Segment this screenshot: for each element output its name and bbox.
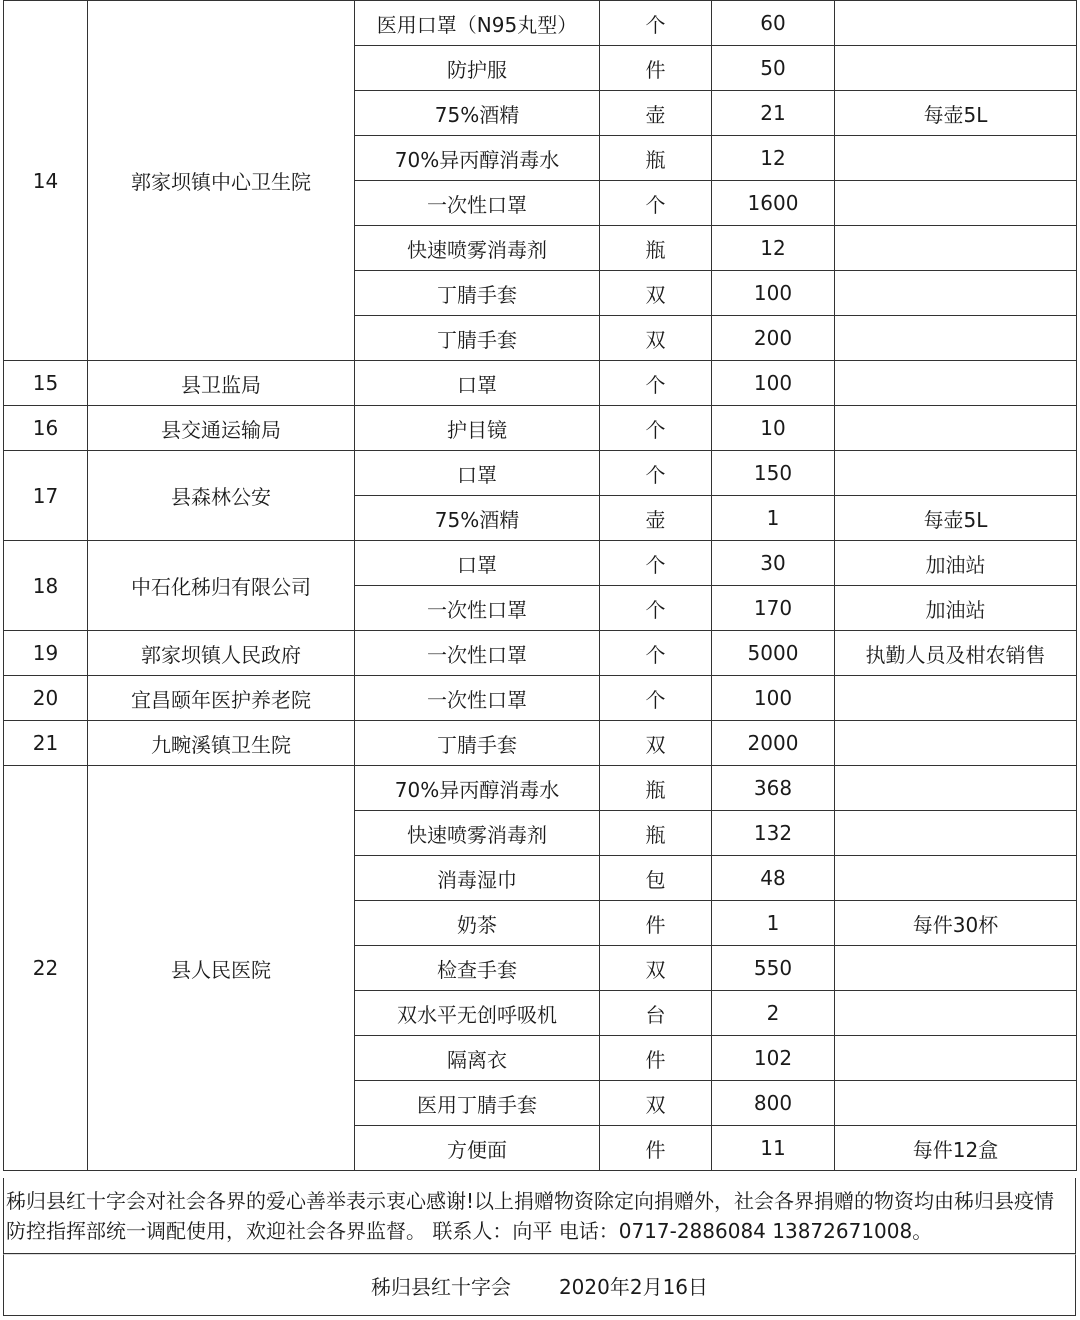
item-unit: 个 [600,451,712,496]
table-row [4,451,1077,496]
item-unit: 个 [600,361,712,406]
table-row [4,1,1077,46]
item-quantity: 12 [712,226,835,271]
item-quantity: 12 [712,136,835,181]
signature-org: 秭归县红十字会 [370,1274,511,1299]
item-name: 70%异丙醇消毒水 [355,136,600,181]
item-quantity: 50 [712,46,835,91]
table-row [4,766,1077,811]
recipient-org: 县卫监局 [88,361,355,406]
table-row [4,406,1077,451]
item-unit: 包 [600,856,712,901]
item-quantity: 30 [712,541,835,586]
donation-table [3,0,1077,1171]
recipient-org: 郭家坝镇人民政府 [88,631,355,676]
table-row [4,676,1077,721]
recipient-org: 宜昌颐年医护养老院 [88,676,355,721]
item-note [835,451,1077,496]
item-name: 快速喷雾消毒剂 [355,811,600,856]
item-name: 检查手套 [355,946,600,991]
item-name: 75%酒精 [355,496,600,541]
item-quantity: 170 [712,586,835,631]
recipient-org: 九畹溪镇卫生院 [88,721,355,766]
recipient-org: 县森林公安 [88,451,355,541]
item-name: 奶茶 [355,901,600,946]
item-unit: 个 [600,676,712,721]
row-number: 15 [4,361,88,406]
item-note [835,856,1077,901]
item-quantity: 102 [712,1036,835,1081]
item-quantity: 132 [712,811,835,856]
item-unit: 个 [600,631,712,676]
item-note [835,136,1077,181]
item-name: 口罩 [355,541,600,586]
item-note: 每件12盒 [835,1126,1077,1171]
row-number: 18 [4,541,88,631]
item-unit: 件 [600,1126,712,1171]
item-unit: 件 [600,1036,712,1081]
item-name: 丁腈手套 [355,721,600,766]
item-unit: 瓶 [600,811,712,856]
item-name: 口罩 [355,361,600,406]
item-quantity: 100 [712,271,835,316]
row-number: 14 [4,1,88,361]
item-name: 口罩 [355,451,600,496]
item-note [835,811,1077,856]
item-unit: 瓶 [600,136,712,181]
item-note [835,946,1077,991]
row-number: 16 [4,406,88,451]
item-name: 丁腈手套 [355,271,600,316]
signature-footer [3,1254,1076,1316]
item-note [835,361,1077,406]
item-name: 一次性口罩 [355,586,600,631]
item-unit: 壶 [600,91,712,136]
table-row [4,541,1077,586]
item-note [835,271,1077,316]
item-note: 每件30杯 [835,901,1077,946]
item-note [835,46,1077,91]
item-unit: 瓶 [600,766,712,811]
table-row [4,721,1077,766]
item-quantity: 200 [712,316,835,361]
item-quantity: 2 [712,991,835,1036]
item-quantity: 100 [712,676,835,721]
row-number: 20 [4,676,88,721]
item-note [835,991,1077,1036]
item-name: 防护服 [355,46,600,91]
item-name: 一次性口罩 [355,631,600,676]
row-number: 17 [4,451,88,541]
item-note [835,1036,1077,1081]
item-note: 执勤人员及柑农销售 [835,631,1077,676]
item-note [835,316,1077,361]
item-quantity: 48 [712,856,835,901]
item-note [835,226,1077,271]
item-unit: 个 [600,586,712,631]
item-quantity: 5000 [712,631,835,676]
item-note: 每壶5L [835,91,1077,136]
item-name: 70%异丙醇消毒水 [355,766,600,811]
table-row [4,631,1077,676]
item-unit: 个 [600,406,712,451]
item-unit: 个 [600,1,712,46]
item-note [835,406,1077,451]
item-quantity: 1 [712,901,835,946]
item-quantity: 100 [712,361,835,406]
item-quantity: 60 [712,1,835,46]
item-note: 加油站 [835,541,1077,586]
item-name: 一次性口罩 [355,181,600,226]
item-unit: 双 [600,1081,712,1126]
signature-date: 2020年2月16日 [558,1274,709,1299]
item-name: 消毒湿巾 [355,856,600,901]
donation-table-body [4,1,1077,1171]
recipient-org: 中石化秭归有限公司 [88,541,355,631]
recipient-org: 县交通运输局 [88,406,355,451]
item-quantity: 10 [712,406,835,451]
item-name: 隔离衣 [355,1036,600,1081]
item-note [835,676,1077,721]
item-quantity: 550 [712,946,835,991]
item-name: 一次性口罩 [355,676,600,721]
item-note [835,181,1077,226]
item-name: 快速喷雾消毒剂 [355,226,600,271]
item-quantity: 2000 [712,721,835,766]
item-quantity: 800 [712,1081,835,1126]
item-unit: 双 [600,316,712,361]
item-name: 医用口罩（N95丸型） [355,1,600,46]
item-quantity: 368 [712,766,835,811]
item-note: 每壶5L [835,496,1077,541]
item-note [835,1,1077,46]
item-unit: 双 [600,271,712,316]
item-name: 方便面 [355,1126,600,1171]
item-note [835,721,1077,766]
item-name: 双水平无创呼吸机 [355,991,600,1036]
item-unit: 瓶 [600,226,712,271]
item-note: 加油站 [835,586,1077,631]
item-note [835,1081,1077,1126]
table-row [4,361,1077,406]
row-number: 19 [4,631,88,676]
item-name: 护目镜 [355,406,600,451]
item-quantity: 11 [712,1126,835,1171]
item-note [835,766,1077,811]
item-unit: 个 [600,181,712,226]
item-unit: 壶 [600,496,712,541]
item-unit: 双 [600,946,712,991]
row-number: 21 [4,721,88,766]
recipient-org: 县人民医院 [88,766,355,1171]
thanks-note: 秭归县红十字会对社会各界的爱心善举表示衷心感谢!以上捐赠物资除定向捐赠外，社会各界捐赠的物资均由秭归县疫情防控指挥部统一调配使用，欢迎社会各界监督。 联系人：向平 电话：0717-2886084 13872671008。 [3,1178,1076,1254]
recipient-org: 郭家坝镇中心卫生院 [88,1,355,361]
item-name: 75%酒精 [355,91,600,136]
item-quantity: 21 [712,91,835,136]
item-unit: 双 [600,721,712,766]
item-quantity: 150 [712,451,835,496]
item-name: 丁腈手套 [355,316,600,361]
item-name: 医用丁腈手套 [355,1081,600,1126]
item-unit: 个 [600,541,712,586]
item-quantity: 1600 [712,181,835,226]
row-number: 22 [4,766,88,1171]
item-unit: 台 [600,991,712,1036]
item-unit: 件 [600,46,712,91]
item-unit: 件 [600,901,712,946]
item-quantity: 1 [712,496,835,541]
